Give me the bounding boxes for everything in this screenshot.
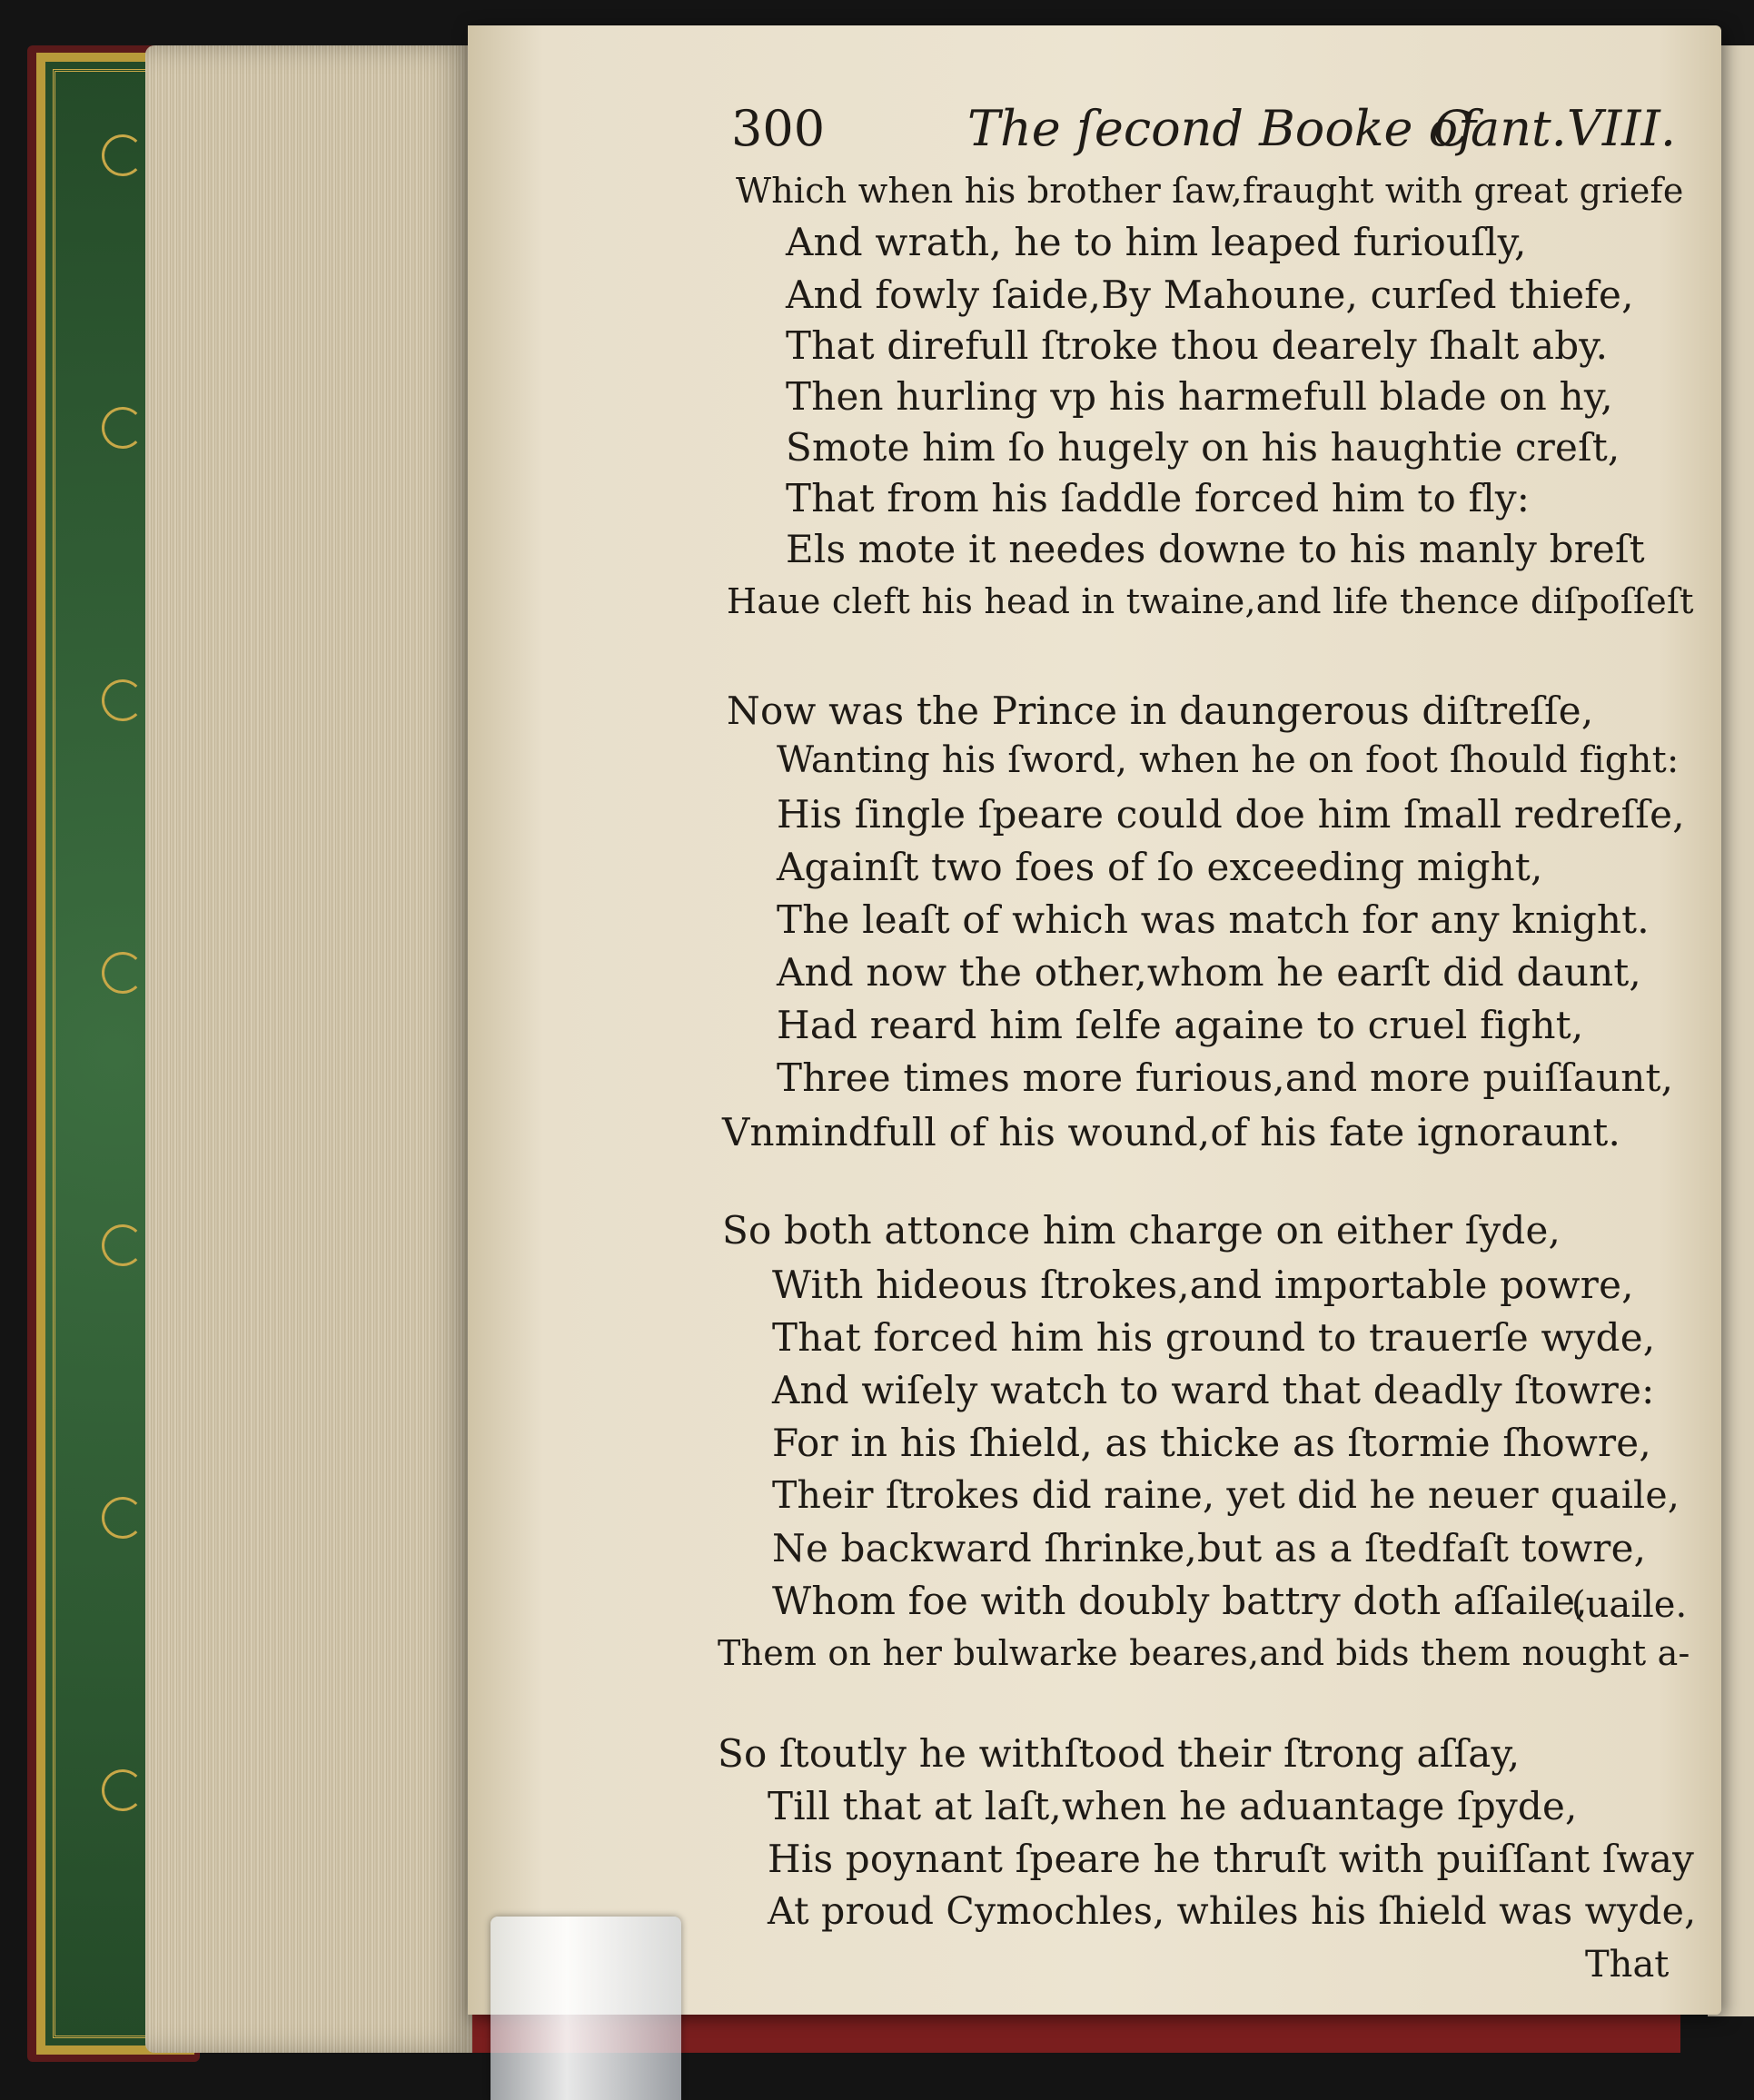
verse-line: Vnmindfull of his wound,of his fate ignoraunt.: [722, 1110, 1621, 1154]
verse-line: Now was the Prince in daungerous diſtreſſe,: [727, 688, 1594, 733]
verse-line: That direfull ſtroke thou dearely ſhalt aby.: [786, 323, 1609, 368]
verse-line: At proud Cymochles, whiles his ſhield was wyde,: [768, 1889, 1697, 1933]
verse-line: Their ſtrokes did raine, yet did he neuer quaile,: [772, 1473, 1680, 1517]
book-stand: [491, 1917, 681, 2100]
gilt-ornament-icon: [102, 1769, 144, 1811]
catchword: That: [1585, 1944, 1670, 1986]
verse-line: Wanting his ſword, when he on foot ſhould fight:: [777, 739, 1680, 781]
verse-line: Three times more furious,and more puiſſaunt,: [777, 1055, 1674, 1100]
verse-line: So both attonce him charge on either ſyde,: [722, 1208, 1561, 1253]
running-title: The ſecond Booke of: [967, 100, 1477, 157]
verse-line: Whom foe with doubly battry doth aſſaile,: [772, 1579, 1588, 1623]
verse-line: The leaſt of which was match for any knight.: [777, 897, 1650, 942]
page-number: 300: [731, 100, 826, 157]
running-head: [731, 100, 1676, 163]
page-block-edges: [145, 45, 472, 2053]
verse-line: And fowly ſaide,By Mahoune, curſed thiefe,: [786, 272, 1634, 317]
verse-line: Smote him ſo hugely on his haughtie creſt,: [786, 425, 1620, 470]
gilt-ornament-icon: [102, 1224, 144, 1266]
verse-line: With hideous ſtrokes,and importable powre,: [772, 1263, 1634, 1307]
gilt-ornament-icon: [102, 134, 144, 176]
verse-line: Then hurling vp his harmefull blade on hy,: [786, 374, 1613, 419]
verse-line: Againſt two foes of ſo exceeding might,: [777, 845, 1543, 889]
verse-line: Till that at laſt,when he aduantage ſpyde,: [768, 1784, 1578, 1828]
verse-line: Them on her bulwarke beares,and bids them nought a-: [718, 1633, 1690, 1673]
turnover-word: (uaile.: [1571, 1584, 1688, 1626]
verse-line: His poynant ſpeare he thruſt with puiſſant ſway: [768, 1837, 1695, 1881]
verse-line: And wiſely watch to ward that deadly ſtowre:: [772, 1368, 1655, 1412]
verse-line: For in his ſhield, as thicke as ſtormie ſhowre,: [772, 1421, 1651, 1465]
verse-line: Els mote it needes downe to his manly breſt: [786, 527, 1645, 571]
verse-line: Haue cleft his head in twaine,and life thence diſpoſſeſt: [727, 581, 1694, 621]
verse-line: Ne backward ſhrinke,but as a ſtedfaſt towre,: [772, 1526, 1647, 1570]
gilt-ornament-icon: [102, 407, 144, 449]
gilt-ornament-icon: [102, 952, 144, 994]
verse-line: And now the other,whom he earſt did daunt,: [777, 950, 1641, 995]
verse-line: That from his ſaddle forced him to fly:: [786, 476, 1531, 520]
verse-line: His ſingle ſpeare could doe him ſmall redreſſe,: [777, 792, 1685, 837]
verse-line: Which when his brother ſaw,fraught with great griefe: [736, 171, 1684, 211]
canto-label: Cant.VIII.: [1432, 100, 1676, 157]
gilt-ornament-icon: [102, 679, 144, 721]
gilt-ornament-icon: [102, 1497, 144, 1539]
verse-line: Had reard him ſelfe againe to cruel fight,: [777, 1003, 1584, 1047]
verse-line: That forced him his ground to trauerſe wyde,: [772, 1315, 1656, 1360]
verse-line: So ſtoutly he withſtood their ſtrong aſſay,: [718, 1731, 1521, 1776]
verse-line: And wrath, he to him leaped furiouſly,: [786, 220, 1527, 264]
